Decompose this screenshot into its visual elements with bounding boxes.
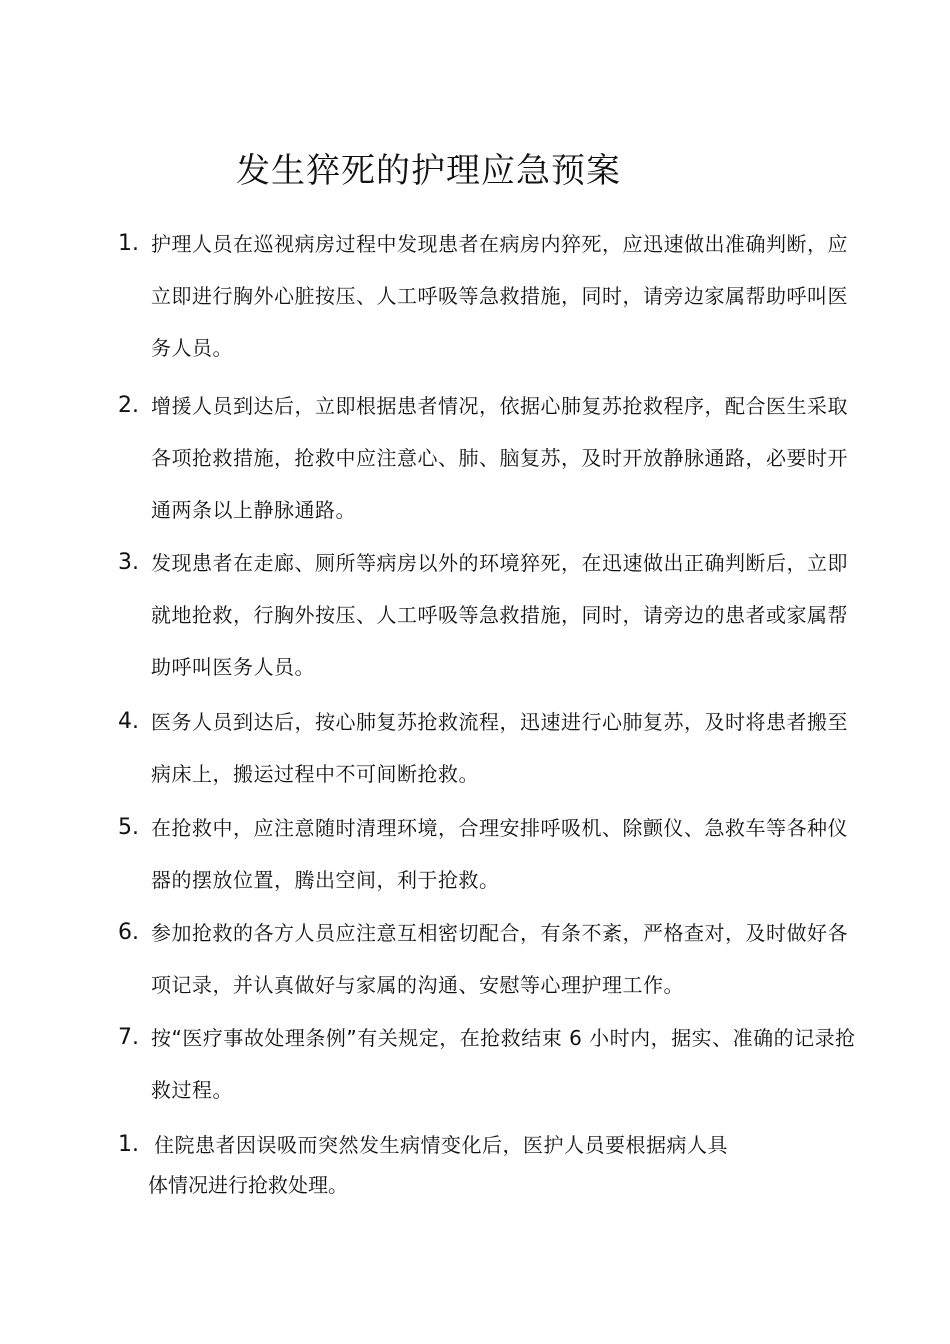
list-item: [118, 218, 858, 374]
list-item: [118, 1012, 858, 1116]
list-item: [118, 1130, 858, 1197]
item-number: 1.: [118, 1132, 139, 1157]
item-text: 按“医疗事故处理条例”有关规定，在抢救结束 6 小时内，据实、准确的记录抢救过程。: [151, 1026, 856, 1102]
item-number: 6.: [118, 920, 139, 945]
item-number: 7.: [118, 1025, 139, 1050]
item-text: 护理人员在巡视病房过程中发现患者在病房内猝死，应迅速做出准确判断，应立即进行胸外心脏按压、人工呼吸等急救措施，同时，请旁边家属帮助呼叫医务人员。: [151, 232, 848, 360]
item-number: 1.: [118, 231, 139, 256]
list-item: [118, 537, 858, 693]
item-text: 住院患者因误吸而突然发生病情变化后，医护人员要根据病人具: [154, 1133, 728, 1157]
item-number: 5.: [118, 815, 139, 840]
list-item: [118, 380, 858, 536]
item-text-continuation: 体情况进行抢救处理。: [148, 1173, 348, 1197]
list-item: [118, 696, 858, 800]
item-number: 4.: [118, 709, 139, 734]
item-number: 2.: [118, 393, 139, 418]
item-text: 医务人员到达后，按心肺复苏抢救流程，迅速进行心肺复苏，及时将患者搬至病床上，搬运过程中不可间断抢救。: [151, 710, 848, 786]
list-item: [118, 802, 858, 906]
list-item: [118, 907, 858, 1011]
item-text: 在抢救中，应注意随时清理环境，合理安排呼吸机、除颤仪、急救车等各种仪器的摆放位置，腾出空间，利于抢救。: [151, 816, 848, 892]
item-text: 增援人员到达后，立即根据患者情况，依据心肺复苏抢救程序，配合医生采取各项抢救措施，抢救中应注意心、肺、脑复苏，及时开放静脉通路，必要时开通两条以上静脉通路。: [151, 394, 848, 522]
page-title: 发生猝死的护理应急预案: [236, 151, 621, 191]
item-text: 发现患者在走廊、厕所等病房以外的环境猝死，在迅速做出正确判断后，立即就地抢救，行胸外按压、人工呼吸等急救措施，同时，请旁边的患者或家属帮助呼叫医务人员。: [151, 551, 848, 679]
item-text: 参加抢救的各方人员应注意互相密切配合，有条不紊，严格查对，及时做好各项记录，并认真做好与家属的沟通、安慰等心理护理工作。: [151, 921, 848, 997]
item-number: 3.: [118, 550, 139, 575]
